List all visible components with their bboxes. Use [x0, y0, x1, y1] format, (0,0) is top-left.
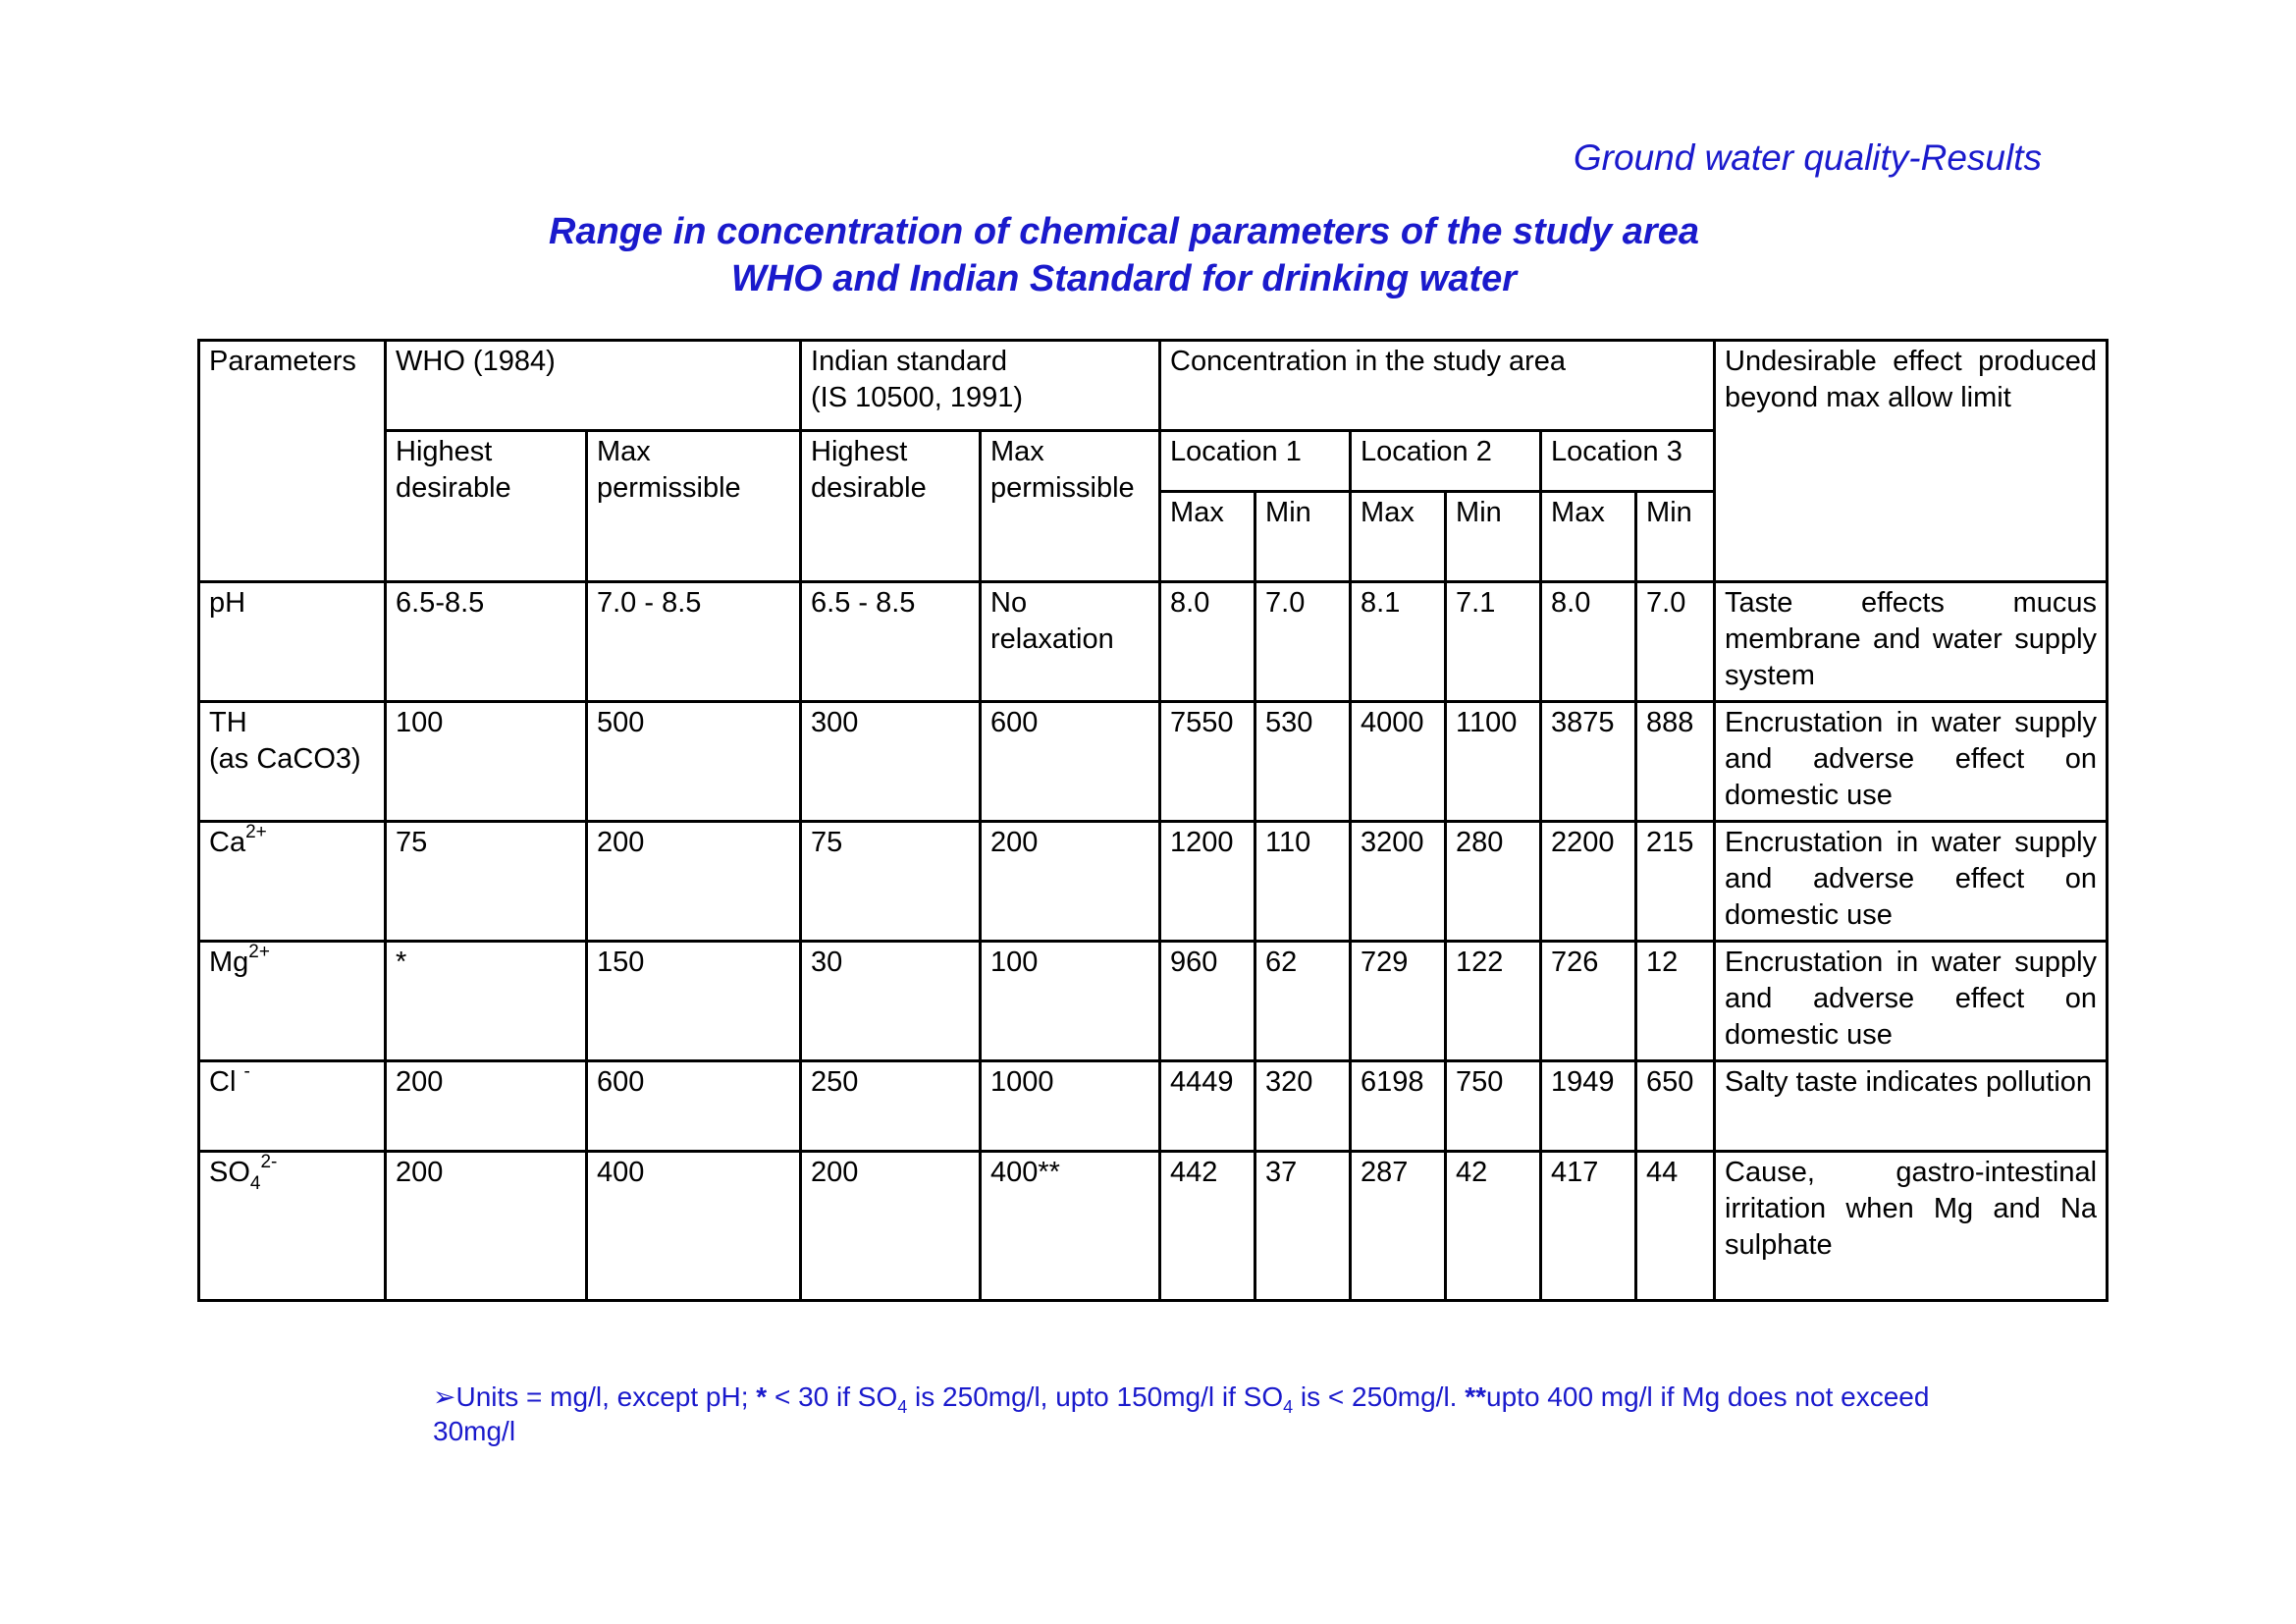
cell-l3-max: 1949 — [1541, 1061, 1636, 1152]
parameter-cell — [199, 702, 386, 822]
footnote-text-2: < 30 if SO — [767, 1381, 898, 1412]
footnote-text-4: is < 250mg/l. — [1293, 1381, 1466, 1412]
parameter-superscript: 2- — [260, 1152, 278, 1172]
parameter-cell — [199, 942, 386, 1061]
cell-l1-min: 110 — [1255, 822, 1351, 942]
parameter-name: SO — [209, 1157, 250, 1188]
cell-who-mp: 600 — [587, 1061, 801, 1152]
cell-l2-min: 42 — [1446, 1152, 1541, 1301]
section-header: Ground water quality-Results — [1573, 137, 2042, 178]
cell-is-mp: 200 — [981, 822, 1160, 942]
cell-is-hd: 75 — [801, 822, 981, 942]
footnote-text-5: upto 400 mg/l if Mg does not exceed 30mg/l — [433, 1381, 1930, 1446]
parameter-cell — [199, 822, 386, 942]
footnote-sub-2: 4 — [1283, 1397, 1294, 1417]
cell-is-mp: 1000 — [981, 1061, 1160, 1152]
header-is-highest-desirable: Highest desirable — [801, 431, 981, 582]
cell-l3-min: 650 — [1636, 1061, 1715, 1152]
cell-who-mp: 400 — [587, 1152, 801, 1301]
header-who: WHO (1984) — [386, 341, 801, 431]
cell-l2-min: 750 — [1446, 1061, 1541, 1152]
table-row — [199, 702, 2108, 822]
cell-l3-max: 2200 — [1541, 822, 1636, 942]
header-l2-max: Max — [1351, 492, 1446, 582]
header-location-1: Location 1 — [1160, 431, 1351, 492]
cell-effect: Encrustation in water supply and adverse effect on domestic use — [1715, 822, 2108, 942]
table-title-line1: Range in concentration of chemical parameters of the study area — [549, 211, 1699, 252]
cell-l1-min: 320 — [1255, 1061, 1351, 1152]
cell-l2-max: 729 — [1351, 942, 1446, 1061]
header-l3-min: Min — [1636, 492, 1715, 582]
cell-who-hd: * — [386, 942, 587, 1061]
header-parameters: Parameters — [199, 341, 386, 582]
header-indian-standard — [801, 341, 1160, 431]
table-row — [199, 582, 2108, 702]
table-row — [199, 822, 2108, 942]
header-who-highest-desirable: Highest desirable — [386, 431, 587, 582]
cell-effect: Taste effects mucus membrane and water supply system — [1715, 582, 2108, 702]
header-row-1 — [199, 341, 2108, 431]
cell-l3-max: 8.0 — [1541, 582, 1636, 702]
header-who-max-permissible: Max permissible — [587, 431, 801, 582]
parameter-cell — [199, 1061, 386, 1152]
parameter-qualifier: (as CaCO3) — [209, 743, 361, 775]
parameter-name: TH — [209, 707, 247, 738]
parameter-name: Ca — [209, 827, 246, 858]
header-location-3: Location 3 — [1541, 431, 1715, 492]
cell-l2-max: 6198 — [1351, 1061, 1446, 1152]
parameter-superscript: - — [243, 1061, 250, 1082]
parameter-name: Mg — [209, 947, 249, 978]
cell-who-mp: 7.0 - 8.5 — [587, 582, 801, 702]
cell-l2-max: 8.1 — [1351, 582, 1446, 702]
cell-l1-min: 37 — [1255, 1152, 1351, 1301]
cell-l1-max: 4449 — [1160, 1061, 1255, 1152]
cell-is-mp: No relaxation — [981, 582, 1160, 702]
table-row — [199, 942, 2108, 1061]
cell-effect: Salty taste indicates pollution — [1715, 1061, 2108, 1152]
bullet-arrow-icon: ➢ — [433, 1381, 456, 1412]
cell-who-hd: 200 — [386, 1152, 587, 1301]
parameter-subscript: 4 — [249, 1173, 261, 1194]
footnote-double-star: ** — [1465, 1381, 1487, 1412]
cell-l2-min: 122 — [1446, 942, 1541, 1061]
header-undesirable-effect: Undesirable effect produced beyond max allow limit — [1715, 341, 2108, 582]
cell-effect: Encrustation in water supply and adverse effect on domestic use — [1715, 942, 2108, 1061]
footnote-text-3: is 250mg/l, upto 150mg/l if SO — [907, 1381, 1284, 1412]
parameter-cell — [199, 582, 386, 702]
cell-effect: Encrustation in water supply and adverse effect on domestic use — [1715, 702, 2108, 822]
cell-who-mp: 150 — [587, 942, 801, 1061]
cell-l3-min: 12 — [1636, 942, 1715, 1061]
header-indian-line2: (IS 10500, 1991) — [811, 382, 1024, 413]
cell-l2-max: 4000 — [1351, 702, 1446, 822]
cell-who-mp: 200 — [587, 822, 801, 942]
parameter-name: pH — [209, 587, 246, 619]
footnote-star: * — [756, 1381, 768, 1412]
cell-is-hd: 200 — [801, 1152, 981, 1301]
chemical-parameters-table — [197, 339, 2109, 1302]
table-row — [199, 1152, 2108, 1301]
cell-l1-max: 1200 — [1160, 822, 1255, 942]
cell-l3-max: 3875 — [1541, 702, 1636, 822]
cell-l2-min: 280 — [1446, 822, 1541, 942]
cell-l2-max: 287 — [1351, 1152, 1446, 1301]
cell-l3-min: 7.0 — [1636, 582, 1715, 702]
parameter-superscript: 2+ — [245, 822, 267, 842]
cell-l3-min: 44 — [1636, 1152, 1715, 1301]
cell-who-hd: 6.5-8.5 — [386, 582, 587, 702]
cell-is-hd: 30 — [801, 942, 981, 1061]
cell-l1-max: 442 — [1160, 1152, 1255, 1301]
header-l3-max: Max — [1541, 492, 1636, 582]
header-l2-min: Min — [1446, 492, 1541, 582]
cell-is-mp: 100 — [981, 942, 1160, 1061]
cell-is-hd: 300 — [801, 702, 981, 822]
parameter-cell — [199, 1152, 386, 1301]
cell-who-hd: 100 — [386, 702, 587, 822]
cell-who-hd: 200 — [386, 1061, 587, 1152]
table-row — [199, 1061, 2108, 1152]
cell-is-hd: 6.5 - 8.5 — [801, 582, 981, 702]
cell-l3-max: 726 — [1541, 942, 1636, 1061]
cell-who-hd: 75 — [386, 822, 587, 942]
cell-l2-max: 3200 — [1351, 822, 1446, 942]
cell-l2-min: 7.1 — [1446, 582, 1541, 702]
header-l1-max: Max — [1160, 492, 1255, 582]
cell-l3-max: 417 — [1541, 1152, 1636, 1301]
cell-who-mp: 500 — [587, 702, 801, 822]
cell-l3-min: 888 — [1636, 702, 1715, 822]
cell-l1-min: 7.0 — [1255, 582, 1351, 702]
cell-l2-min: 1100 — [1446, 702, 1541, 822]
footnote-text-1: Units = mg/l, except pH; — [455, 1381, 757, 1412]
footnote-sub-1: 4 — [897, 1397, 908, 1417]
cell-l1-min: 530 — [1255, 702, 1351, 822]
table-title-line2: WHO and Indian Standard for drinking water — [730, 258, 1518, 299]
parameter-name: Cl — [209, 1066, 244, 1098]
cell-l1-max: 960 — [1160, 942, 1255, 1061]
header-location-2: Location 2 — [1351, 431, 1541, 492]
header-l1-min: Min — [1255, 492, 1351, 582]
table-body — [199, 582, 2108, 1301]
cell-effect: Cause, gastro-intestinal irritation when Mg and Na sulphate — [1715, 1152, 2108, 1301]
cell-is-hd: 250 — [801, 1061, 981, 1152]
header-indian-line1: Indian standard — [811, 346, 1007, 377]
header-concentration: Concentration in the study area — [1160, 341, 1715, 431]
cell-l1-min: 62 — [1255, 942, 1351, 1061]
cell-l1-max: 8.0 — [1160, 582, 1255, 702]
cell-l3-min: 215 — [1636, 822, 1715, 942]
footnote — [433, 1380, 1964, 1448]
cell-is-mp: 600 — [981, 702, 1160, 822]
parameter-superscript: 2+ — [248, 942, 270, 962]
header-is-max-permissible: Max permissible — [981, 431, 1160, 582]
cell-is-mp: 400** — [981, 1152, 1160, 1301]
cell-l1-max: 7550 — [1160, 702, 1255, 822]
